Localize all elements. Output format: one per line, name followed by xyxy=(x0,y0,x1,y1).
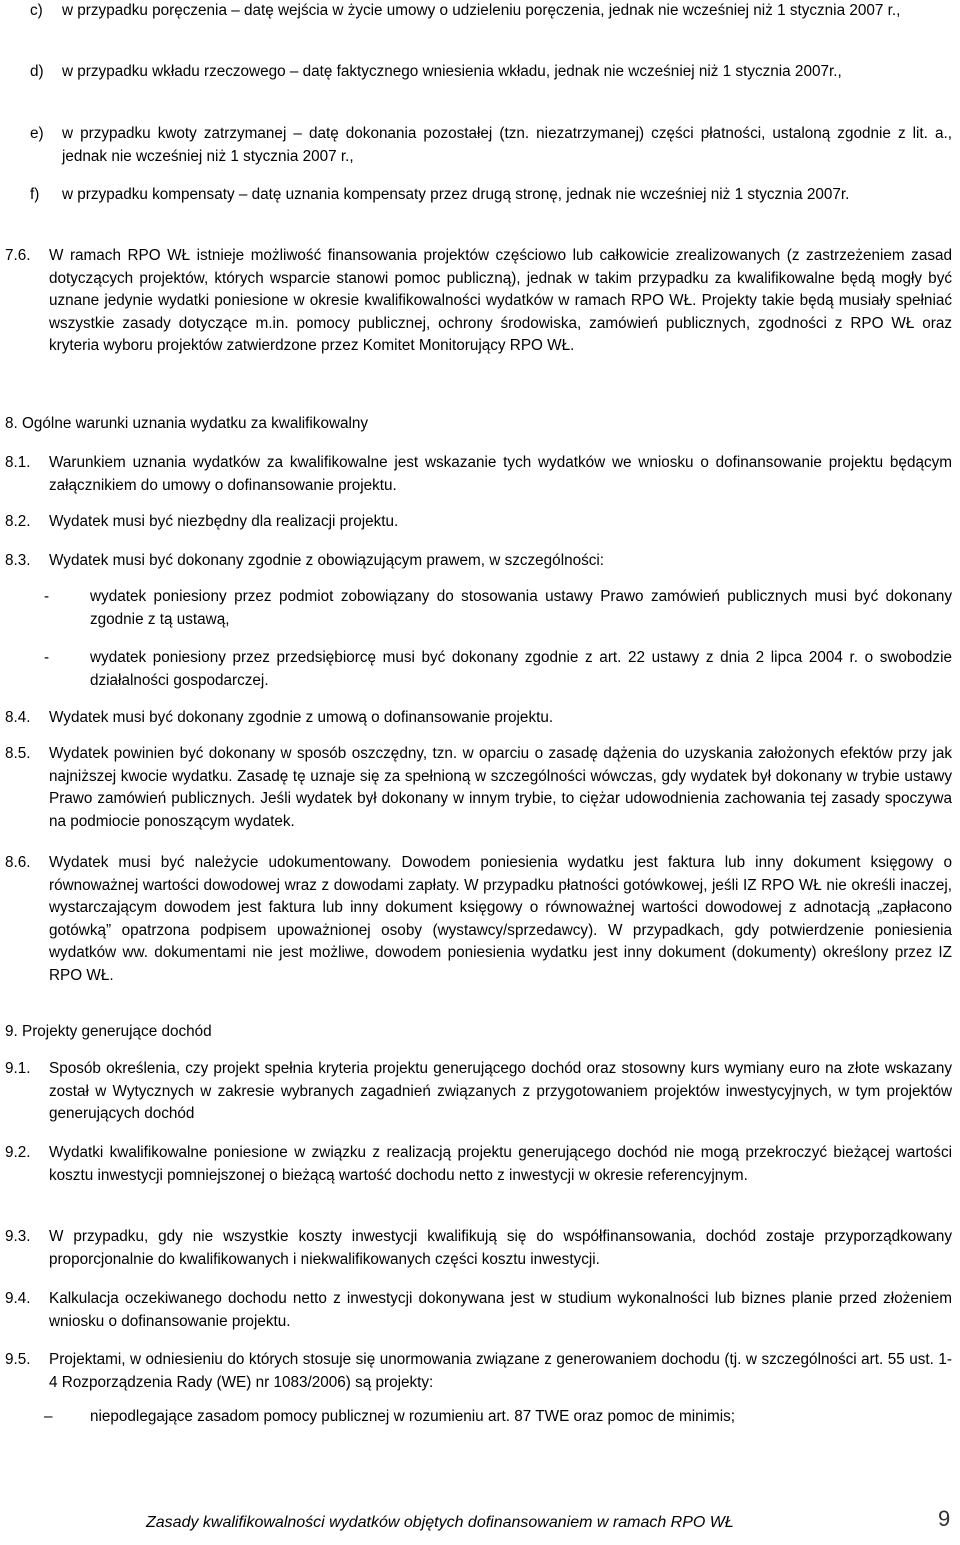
list-marker: c) xyxy=(30,2,43,19)
paragraph-number: 8.6. xyxy=(5,854,31,871)
section-heading-8: 8. Ogólne warunki uznania wydatku za kwalifikowalny xyxy=(5,415,369,432)
paragraph-number: 8.5. xyxy=(5,745,31,762)
paragraph-text: W przypadku, gdy nie wszystkie koszty inwestycji kwalifikują się do współfinansowania, dochód zostaje przyporządkowany proporcjonalnie do kwalifikowanych i niekwalifikowanych części kosztu inwestycji. xyxy=(49,1228,952,1268)
paragraph-text: Wydatek powinien być dokonany w sposób oszczędny, tzn. w oparciu o zasadę dążenia do uzyskania założonych efektów przy jak najniższej kwocie wydatku. Zasadę tę uznaje się za spełnioną w szczególności wówczas, gdy wydatek był dokonany w trybie ustawy Prawo zamówień publicznych. Jeśli wydatek był dokonany w innym trybie, to ciężar udowodnienia zachowania tej zasady spoczywa na podmiocie ponoszącym wydatek. xyxy=(49,745,952,830)
list-text: w przypadku poręczenia – datę wejścia w życie umowy o udzieleniu poręczenia, jednak nie wcześniej niż 1 stycznia 2007 r., xyxy=(62,2,901,19)
dash-marker: - xyxy=(44,588,50,605)
paragraph-text: Projektami, w odniesieniu do których stosuje się unormowania związane z generowaniem dochodu (tj. w szczególności art. 55 ust. 1-4 Rozporządzenia Rady (WE) nr 1083/2006) są projekty: xyxy=(49,1351,952,1391)
list-text: w przypadku wkładu rzeczowego – datę faktycznego wniesienia wkładu, jednak nie wcześniej niż 1 stycznia 2007r., xyxy=(62,63,842,80)
paragraph-number: 9.2. xyxy=(5,1144,31,1161)
list-text: w przypadku kompensaty – datę uznania kompensaty przez drugą stronę, jednak nie wcześniej niż 1 stycznia 2007r. xyxy=(62,186,850,203)
paragraph-text: Sposób określenia, czy projekt spełnia kryteria projektu generującego dochód oraz stosowny kurs wymiany euro na złote wskazany został w Wytycznych w zakresie wybranych zagadnień związanych z przygotowaniem projektów inwestycyjnych, w tym projektów generujących dochód xyxy=(49,1060,952,1122)
section-heading-9: 9. Projekty generujące dochód xyxy=(5,1023,212,1040)
paragraph-text: Wydatek musi być niezbędny dla realizacji projektu. xyxy=(49,513,399,530)
dash-marker: - xyxy=(44,649,50,666)
paragraph-number: 8.1. xyxy=(5,454,31,471)
list-marker: e) xyxy=(30,125,44,142)
footer-title: Zasady kwalifikowalności wydatków objętych dofinansowaniem w ramach RPO WŁ xyxy=(146,1514,734,1531)
list-marker: d) xyxy=(30,63,44,80)
dash-text: wydatek poniesiony przez przedsiębiorcę musi być dokonany zgodnie z art. 22 ustawy z dnia 2 lipca 2004 r. o swobodzie działalności gospodarczej. xyxy=(90,649,952,689)
dash-marker: – xyxy=(44,1408,53,1425)
list-marker: f) xyxy=(30,186,40,203)
paragraph-number: 8.3. xyxy=(5,552,31,569)
paragraph-number: 9.1. xyxy=(5,1060,31,1077)
paragraph-number: 9.3. xyxy=(5,1228,31,1245)
paragraph-text: W ramach RPO WŁ istnieje możliwość finansowania projektów częściowo lub całkowicie zrealizowanych (z zastrzeżeniem zasad dotyczących projektów, których wsparcie stanowi pomoc publiczną), jednak w takim przypadku za kwalifikowalne będą mogły być uznane jedynie wydatki poniesione w okresie kwalifikowalności wydatków w ramach RPO WŁ. Projekty takie będą musiały spełniać wszystkie zasady dotyczące m.in. pomocy publicznej, ochrony środowiska, zamówień publicznych, zgodności z RPO WŁ oraz kryteria wyboru projektów zatwierdzone przez Komitet Monitorujący RPO WŁ. xyxy=(49,247,952,354)
paragraph-text: Wydatek musi być dokonany zgodnie z umową o dofinansowanie projektu. xyxy=(49,709,554,726)
paragraph-text: Wydatek musi być dokonany zgodnie z obowiązującym prawem, w szczególności: xyxy=(49,552,605,569)
paragraph-number: 9.4. xyxy=(5,1290,31,1307)
dash-text: wydatek poniesiony przez podmiot zobowiązany do stosowania ustawy Prawo zamówień publicznych musi być dokonany zgodnie z tą ustawą, xyxy=(90,588,952,628)
paragraph-text: Wydatki kwalifikowalne poniesione w związku z realizacją projektu generującego dochód nie mogą przekroczyć bieżącej wartości kosztu inwestycji pomniejszonej o bieżącą wartość dochodu netto z inwestycji w okresie referencyjnym. xyxy=(49,1144,952,1184)
dash-text: niepodlegające zasadom pomocy publicznej w rozumieniu art. 87 TWE oraz pomoc de minimis; xyxy=(90,1408,736,1425)
paragraph-number: 7.6. xyxy=(5,247,31,264)
paragraph-text: Warunkiem uznania wydatków za kwalifikowalne jest wskazanie tych wydatków we wniosku o dofinansowanie projektu będącym załącznikiem do umowy o dofinansowanie projektu. xyxy=(49,454,952,494)
paragraph-text: Kalkulacja oczekiwanego dochodu netto z inwestycji dokonywana jest w studium wykonalności lub biznes planie przed złożeniem wniosku o dofinansowanie projektu. xyxy=(49,1290,952,1330)
page-number: 9 xyxy=(938,1506,951,1531)
paragraph-text: Wydatek musi być należycie udokumentowany. Dowodem poniesienia wydatku jest faktura lub inny dokument księgowy o równoważnej wartości dowodowej wraz z dowodami zapłaty. W przypadku płatności gotówkowej, jeśli IZ RPO WŁ nie określi inaczej, wystarczającym dowodem jest faktura lub inny dokument księgowy o równoważnej wartości dowodowej z adnotacją „zapłacono gotówką” opatrzona podpisem upoważnionej osoby (wystawcy/sprzedawcy). W przypadkach, gdy potwierdzenie poniesienia wydatków ww. dokumentami nie jest możliwe, dowodem poniesienia wydatku jest inny dokument (dokumenty) określony przez IZ RPO WŁ. xyxy=(49,854,952,984)
paragraph-number: 8.4. xyxy=(5,709,31,726)
paragraph-number: 9.5. xyxy=(5,1351,31,1368)
paragraph-number: 8.2. xyxy=(5,513,31,530)
list-text: w przypadku kwoty zatrzymanej – datę dokonania pozostałej (tzn. niezatrzymanej) części płatności, ustaloną zgodnie z lit. a., jednak nie wcześniej niż 1 stycznia 2007 r., xyxy=(62,125,952,165)
